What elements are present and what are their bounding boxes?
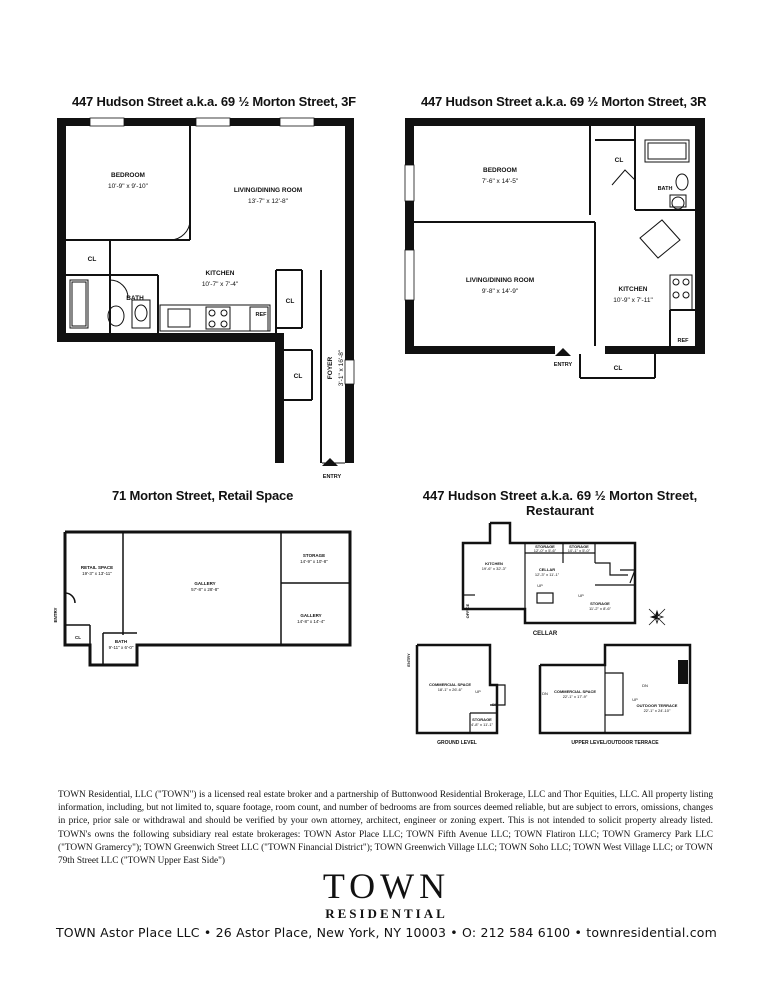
commercial-space-dim: 18'-1" x 26'-6" xyxy=(437,687,463,692)
stair-up-label: UP xyxy=(537,583,543,588)
entry-label: ENTRY xyxy=(406,653,411,667)
storage-dim: 10'-1" x 5'-0" xyxy=(567,548,591,553)
closet-label: CL xyxy=(614,157,624,164)
gallery-label: GALLERY xyxy=(300,613,322,618)
stair-dn-label: DN xyxy=(542,691,548,696)
kitchen-dim: 10'-7" x 7'-4" xyxy=(201,281,239,288)
kitchen-label: KITCHEN xyxy=(618,286,648,293)
living-label: LIVING/DINING ROOM xyxy=(233,187,303,194)
office-label: OFFICE xyxy=(465,603,470,619)
plan-3r-title: 447 Hudson Street a.k.a. 69 ½ Morton Street, 3R xyxy=(421,94,707,109)
cellar-caption: CELLAR xyxy=(532,631,558,637)
stair-dn-label: DN xyxy=(642,683,648,688)
restaurant-title-line2: Restaurant xyxy=(526,503,594,518)
cellar-room-label: CELLAR xyxy=(538,567,556,572)
bath-label: BATH xyxy=(126,295,144,302)
closet-label: CL xyxy=(87,256,97,263)
storage-dim: 14'-9" x 10'-8" xyxy=(300,559,328,564)
retail-space-label: RETAIL SPACE xyxy=(80,565,114,570)
storage-label: STORAGE xyxy=(569,544,589,549)
ground-caption: GROUND LEVEL xyxy=(437,740,477,746)
storage-dim: 11'-2" x 8'-6" xyxy=(588,606,612,611)
storage-label: STORAGE xyxy=(590,601,610,606)
storage-label: STORAGE xyxy=(302,553,326,558)
stair-up-label: UP xyxy=(578,593,584,598)
town-logo: TOWN xyxy=(322,866,451,906)
plan-3f-title: 447 Hudson Street a.k.a. 69 ½ Morton Street, 3F xyxy=(72,94,356,109)
bedroom-dim: 7'-6" x 14'-5" xyxy=(481,178,519,185)
upper-caption: UPPER LEVEL/OUTDOOR TERRACE xyxy=(571,740,659,746)
living-dim: 9'-8" x 14'-9" xyxy=(481,288,519,295)
living-dim: 13'-7" x 12'-8" xyxy=(248,198,288,205)
bath-dim: 9'-11" x 6'-0" xyxy=(108,645,134,650)
bedroom-label: BEDROOM xyxy=(111,172,145,179)
ref-label: REF xyxy=(677,338,689,344)
retail-space-dim: 19'-3" x 13'-11" xyxy=(82,571,112,576)
kitchen-dim: 10'-9" x 7'-11" xyxy=(613,297,653,304)
bath-label: BATH xyxy=(114,639,128,644)
stair-up-label: UP xyxy=(632,697,638,702)
stair-up-label: UP xyxy=(475,689,481,694)
town-logo-subtitle: RESIDENTIAL xyxy=(325,906,448,921)
bath-label: BATH xyxy=(657,186,673,192)
contact-line: TOWN Astor Place LLC • 26 Astor Place, New York, NY 10003 • O: 212 584 6100 • townresidential.com xyxy=(55,925,718,940)
kitchen-dim: 19'-6" x 32'-3" xyxy=(481,566,507,571)
terrace-dim: 22'-1" x 24'-10" xyxy=(643,708,671,713)
bedroom-label: BEDROOM xyxy=(483,167,517,174)
retail-title: 71 Morton Street, Retail Space xyxy=(112,488,294,503)
cellar-room-dim: 12'-3" x 11'-1" xyxy=(534,572,560,577)
walls xyxy=(57,118,354,463)
gallery-dim: 14'-8" x 14'-4" xyxy=(297,619,325,624)
floor-plan-3f xyxy=(50,110,370,482)
stair-dn-label: DN xyxy=(492,702,498,707)
walls xyxy=(405,118,705,354)
entry-arrow xyxy=(555,348,571,356)
storage-label: STORAGE xyxy=(535,544,555,549)
storage-dim: 4'-8" x 11'-1" xyxy=(470,722,494,727)
ref-label: REF xyxy=(255,312,267,318)
kitchen-label: KITCHEN xyxy=(205,270,235,277)
foyer-dim: 3'-1" x 16'-8" xyxy=(338,349,345,387)
foyer-label: FOYER xyxy=(327,356,334,380)
entry-label: ENTRY xyxy=(553,362,573,368)
closet-label: CL xyxy=(613,365,623,372)
gallery-dim: 57'-8" x 28'-8" xyxy=(191,587,219,592)
entry-label: ENTRY xyxy=(53,607,58,623)
entry-arrow xyxy=(322,458,345,466)
floor-plan-3r xyxy=(400,110,720,385)
closet-label: CL xyxy=(285,298,295,305)
entry-label: ENTRY xyxy=(322,474,342,480)
bedroom-dim: 10'-9" x 9'-10" xyxy=(108,183,148,190)
storage-dim: 12'-0" x 5'-6" xyxy=(533,548,557,553)
commercial-space-label: COMMERCIAL SPACE xyxy=(428,682,472,687)
kitchen-label: KITCHEN xyxy=(485,561,503,566)
living-label: LIVING/DINING ROOM xyxy=(465,277,535,284)
floor-plan-retail xyxy=(45,515,365,680)
gallery-label: GALLERY xyxy=(194,581,216,586)
compass-icon xyxy=(649,609,665,625)
legal-disclaimer: TOWN Residential, LLC ("TOWN") is a licensed real estate broker and a partnership of Buttonwood Residential Brokerage, LLC and Thor Equities, LLC. All property listing information, including, but not limited to, square footage, room count, and number of bedrooms are from sources deemed reliable, but are subject to errors, omissions, changes in price, prior sale or withdrawal and should be verified by your own attorney, architect, engineer or zoning expert. This is not intended to solicit property already listed. TOWN's owns the following subsidiary real estate brokerages: TOWN Astor Place LLC; TOWN Fifth Avenue LLC; TOWN Flatiron LLC; TOWN Gramercy Park LLC ("TOWN Gramercy"); TOWN Greenwich Street LLC ("TOWN Financial District"); TOWN Greenwich Village LLC; TOWN Soho LLC; TOWN West Village LLC; or TOWN 79th Street LLC ("TOWN Upper East Side") xyxy=(58,790,713,867)
closet-label: CL xyxy=(293,373,303,380)
restaurant-title-line1: 447 Hudson Street a.k.a. 69 ½ Morton Street, xyxy=(422,488,698,503)
commercial-space-dim: 22'-1" x 17'-9" xyxy=(562,694,588,699)
storage-label: STORAGE xyxy=(472,717,492,722)
terrace-label: OUTDOOR TERRACE xyxy=(636,703,678,708)
commercial-space-label: COMMERCIAL SPACE xyxy=(553,689,597,694)
floor-plan-restaurant xyxy=(395,515,725,755)
closet-label: CL xyxy=(75,635,81,640)
